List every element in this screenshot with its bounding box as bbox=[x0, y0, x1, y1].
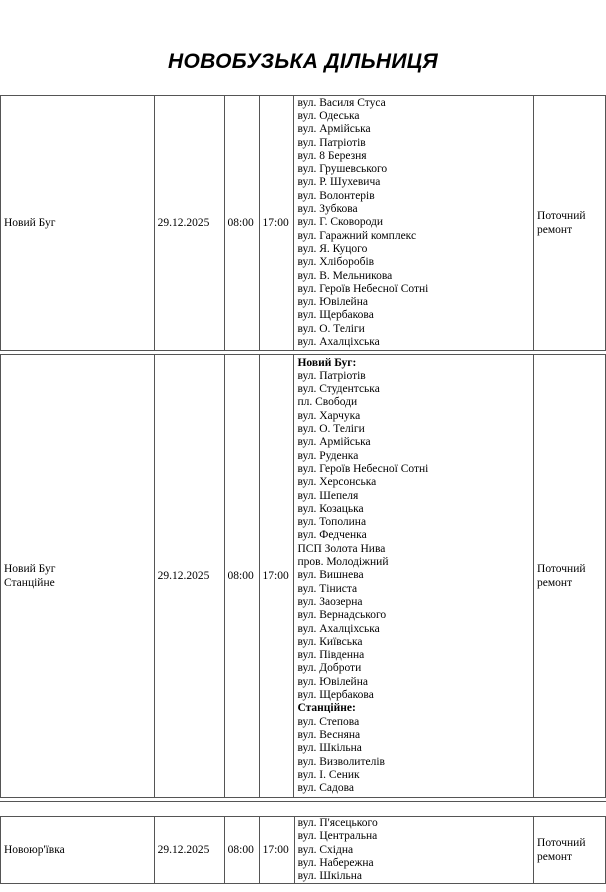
street-item: вул. В. Мельникова bbox=[297, 269, 393, 282]
locality-cell bbox=[1, 96, 155, 351]
street-item: вул. 8 Березня bbox=[297, 149, 367, 162]
outage-table-row-1 bbox=[0, 95, 606, 351]
street-item: вул. Шкільна bbox=[297, 870, 362, 883]
work-type-line: Поточний bbox=[537, 210, 586, 222]
work-type-line: ремонт bbox=[537, 851, 573, 864]
end-time-cell: 17:00 bbox=[259, 96, 294, 351]
street-item: вул. Руденка bbox=[297, 449, 359, 462]
date-cell: 29.12.2025 bbox=[154, 817, 224, 884]
locality-cell bbox=[1, 817, 155, 884]
street-item: вул. Східна bbox=[297, 843, 354, 856]
streets-cell bbox=[294, 355, 534, 798]
work-type-line: Поточний bbox=[537, 837, 586, 850]
table-row bbox=[1, 96, 606, 351]
street-item: ПСП Золота Нива bbox=[297, 542, 386, 555]
street-item: вул. Заозерна bbox=[297, 595, 363, 608]
street-item: вул. Щербакова bbox=[297, 689, 374, 702]
street-item: пл. Свободи bbox=[297, 396, 358, 409]
start-time-cell: 08:00 bbox=[224, 355, 259, 798]
street-item: вул. Ахалціхська bbox=[297, 622, 380, 635]
street-item: вул. Армійська bbox=[297, 436, 371, 449]
street-item: вул. Василя Стуса bbox=[297, 96, 386, 109]
street-item: вул. Волонтерів bbox=[297, 189, 375, 202]
start-time-cell: 08:00 bbox=[224, 817, 259, 884]
street-item: вул. Студентська bbox=[297, 383, 380, 396]
street-item: вул. Г. Сковороди bbox=[297, 216, 384, 229]
outage-table-row-2 bbox=[0, 354, 606, 798]
table-row bbox=[1, 817, 606, 884]
locality-line: Новоюр'ївка bbox=[4, 844, 65, 857]
work-type-cell bbox=[534, 96, 606, 351]
street-item: вул. Тополина bbox=[297, 516, 367, 529]
street-item: вул. Армійська bbox=[297, 123, 371, 136]
locality-line: Станційне bbox=[4, 577, 55, 589]
end-time-cell: 17:00 bbox=[259, 817, 294, 884]
streets-cell bbox=[294, 817, 533, 884]
street-item: вул. Грушевського bbox=[297, 163, 388, 176]
date-cell: 29.12.2025 bbox=[154, 355, 224, 798]
street-item: вул. І. Сеник bbox=[297, 768, 360, 781]
street-item: пров. Молодіжний bbox=[297, 556, 389, 569]
street-item: вул. Одеська bbox=[297, 109, 360, 122]
table-separator bbox=[0, 801, 606, 802]
street-item: вул. Ювілейна bbox=[297, 296, 368, 309]
street-item: вул. Набережна bbox=[297, 856, 374, 869]
locality-heading: Новий Буг: bbox=[297, 356, 357, 369]
street-item: вул. Харчука bbox=[297, 409, 361, 422]
work-type-line: ремонт bbox=[537, 577, 573, 589]
street-item: вул. Щербакова bbox=[297, 309, 374, 322]
table-row bbox=[1, 355, 606, 798]
locality-line: Новий Буг bbox=[4, 563, 56, 575]
locality-line: Новий Буг bbox=[4, 217, 56, 229]
street-item: вул. Київська bbox=[297, 635, 363, 648]
street-item: вул. Визволителів bbox=[297, 755, 385, 768]
street-item: вул. Патріотів bbox=[297, 369, 366, 382]
street-item: вул. Хліборобів bbox=[297, 256, 375, 269]
street-item: вул. Шкільна bbox=[297, 742, 362, 755]
date-cell: 29.12.2025 bbox=[154, 96, 224, 351]
street-item: вул. Центральна bbox=[297, 830, 378, 843]
street-item: вул. Козацька bbox=[297, 502, 364, 515]
street-item: вул. О. Теліги bbox=[297, 322, 365, 335]
street-item: вул. Доброти bbox=[297, 662, 362, 675]
start-time-cell: 08:00 bbox=[224, 96, 259, 351]
street-item: вул. Вернадського bbox=[297, 609, 387, 622]
street-item: вул. Весняна bbox=[297, 728, 361, 741]
street-item: вул. Ювілейна bbox=[297, 675, 368, 688]
work-type-line: Поточний bbox=[537, 563, 586, 575]
street-item: вул. Зубкова bbox=[297, 203, 358, 216]
locality-cell bbox=[1, 355, 155, 798]
work-type-cell bbox=[534, 817, 606, 884]
street-item: вул. Патріотів bbox=[297, 136, 366, 149]
street-item: вул. Шепеля bbox=[297, 489, 359, 502]
street-item: вул. Я. Куцого bbox=[297, 242, 368, 255]
street-item: вул. Південна bbox=[297, 649, 365, 662]
street-item: вул. О. Теліги bbox=[297, 423, 365, 436]
outage-table-row-3 bbox=[0, 816, 606, 884]
street-item: вул. Р. Шухевича bbox=[297, 176, 381, 189]
street-item: вул. П'ясецького bbox=[297, 817, 378, 829]
street-item: вул. Гаражний комплекс bbox=[297, 229, 417, 242]
page-title: НОВОБУЗЬКА ДІЛЬНИЦЯ bbox=[168, 50, 438, 73]
street-item: вул. Тіниста bbox=[297, 582, 358, 595]
street-item: вул. Херсонська bbox=[297, 476, 377, 489]
locality-heading: Станційне: bbox=[297, 702, 356, 715]
streets-cell bbox=[294, 96, 534, 351]
street-item: вул. Степова bbox=[297, 715, 360, 728]
street-item: вул. Садова bbox=[297, 782, 355, 795]
street-item: вул. Героїв Небесної Сотні bbox=[297, 282, 429, 295]
work-type-line: ремонт bbox=[537, 224, 573, 236]
street-item: вул. Федченка bbox=[297, 529, 367, 542]
work-type-cell bbox=[534, 355, 606, 798]
street-item: вул. Вишнева bbox=[297, 569, 364, 582]
street-item: вул. Ахалціхська bbox=[297, 336, 380, 349]
street-item: вул. Героїв Небесної Сотні bbox=[297, 462, 429, 475]
end-time-cell: 17:00 bbox=[259, 355, 294, 798]
